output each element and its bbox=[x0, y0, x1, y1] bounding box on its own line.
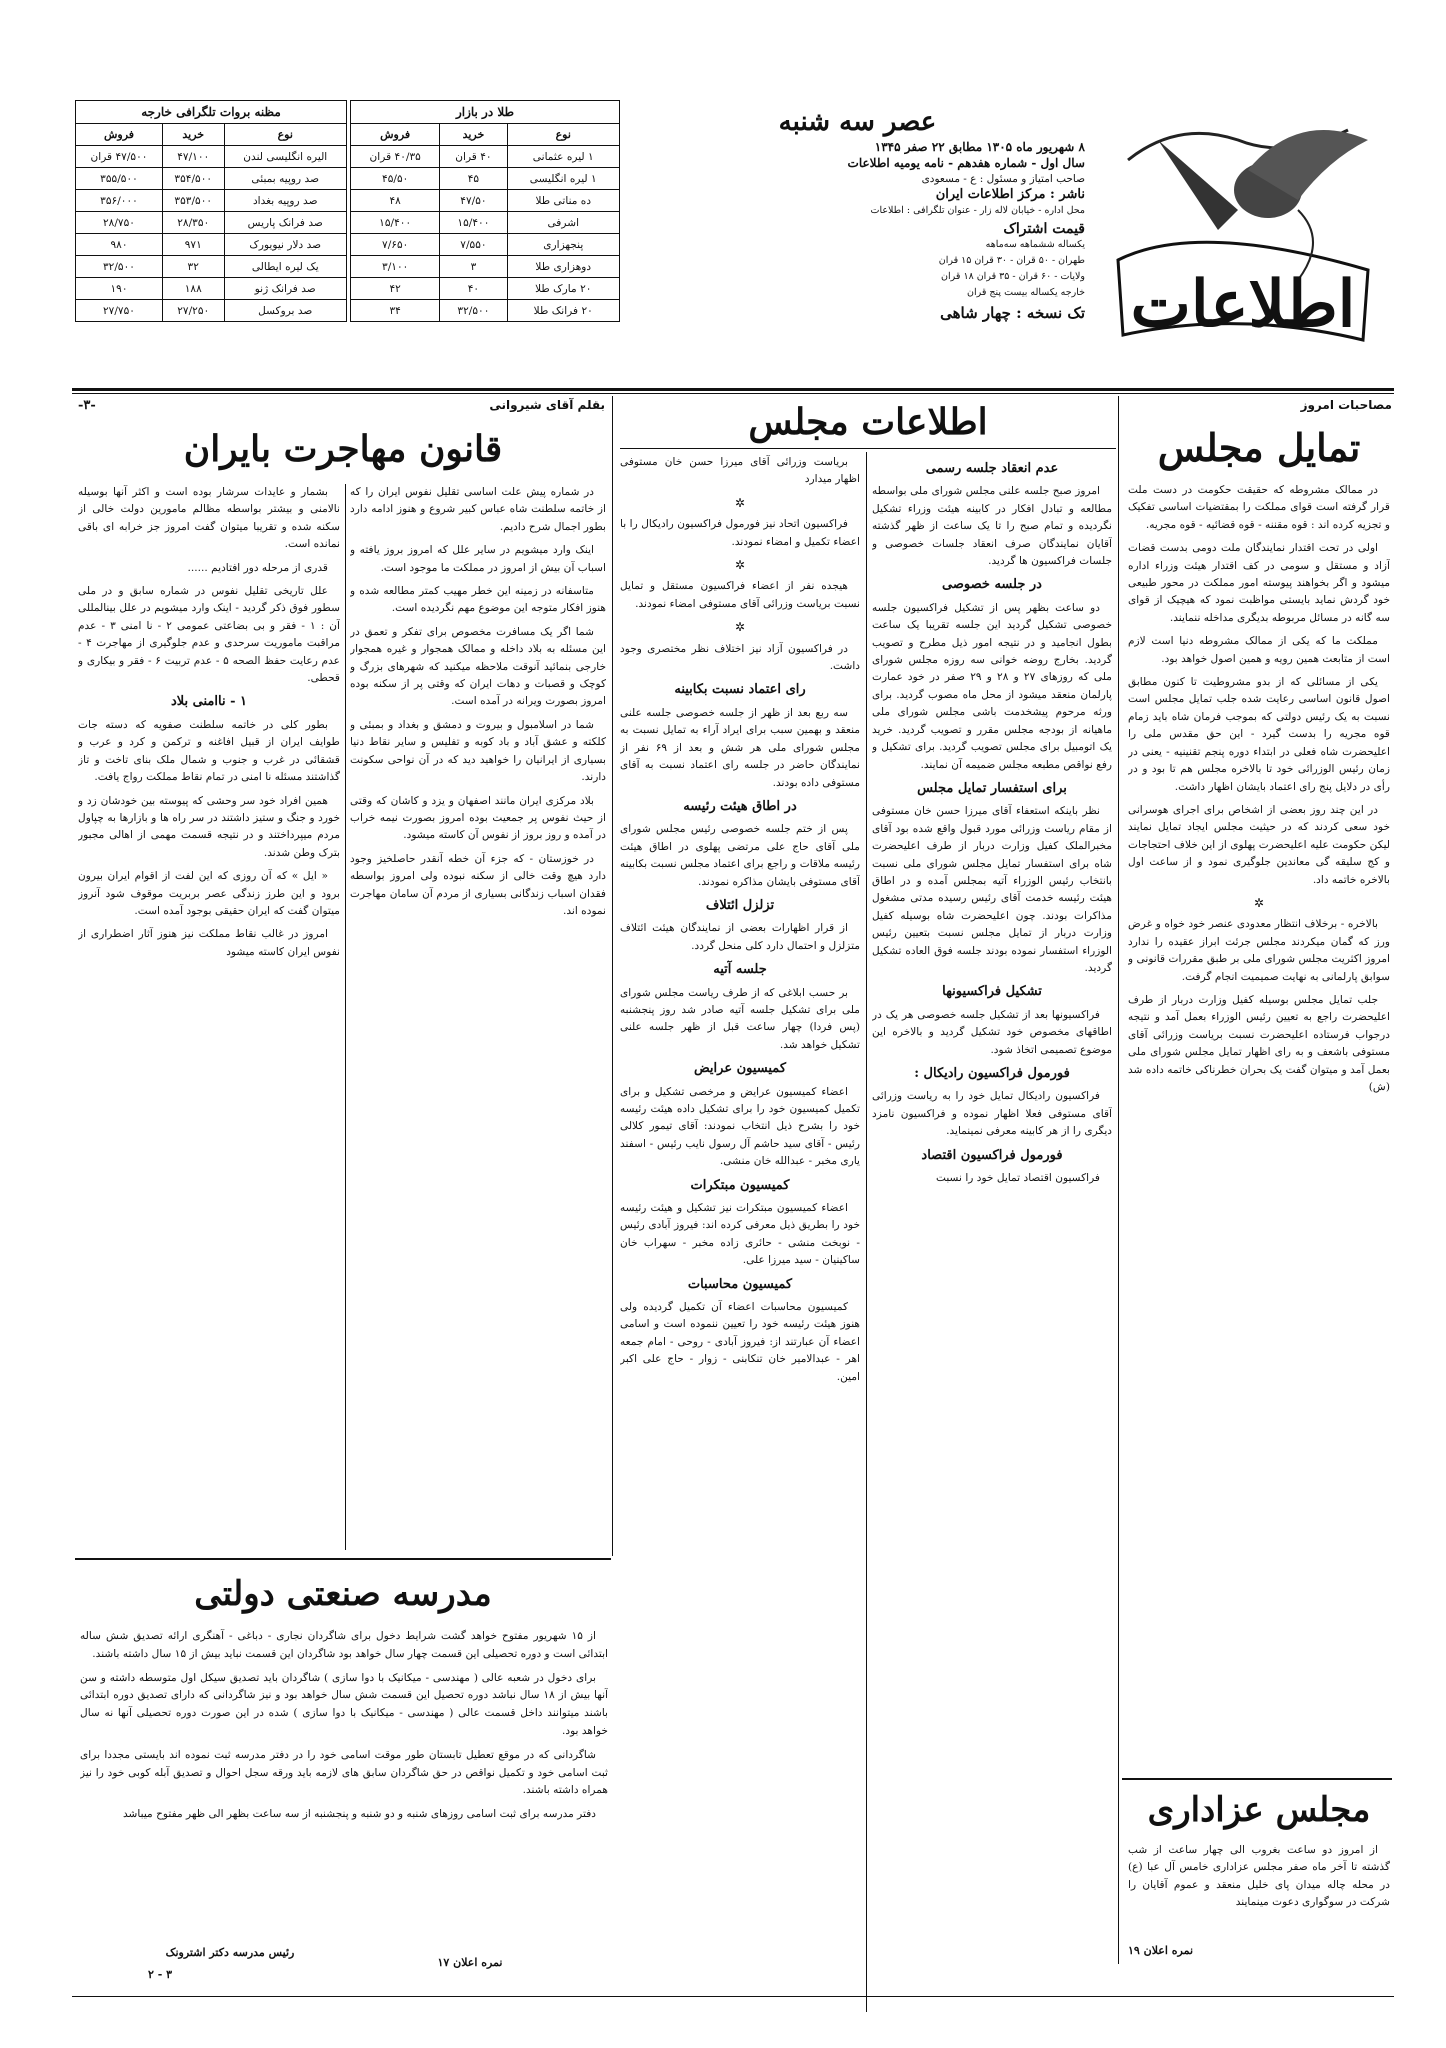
paragraph: قدری از مرحله دور افتادیم ...... bbox=[187, 561, 328, 574]
majlis-column-left bbox=[620, 454, 860, 2014]
section-heading: رای اعتماد نسبت بکابینه bbox=[674, 682, 806, 698]
paragraph: امروز در غالب نقاط مملکت نیز هنوز آثار اضطراری از نفوس ایران کاسته میشود bbox=[78, 928, 340, 958]
column-header: فروش bbox=[76, 124, 163, 146]
table-cell: ۳۵۵/۵۰۰ bbox=[76, 168, 163, 190]
table-cell: ۴۷/۵۰۰ قران bbox=[76, 146, 163, 168]
fx-table-caption: مظنه بروات تلگرافی خارجه bbox=[75, 100, 347, 123]
table-header-row bbox=[351, 124, 620, 146]
table-cell: ۴۸ bbox=[351, 190, 440, 212]
paragraph: در شماره پیش علت اساسی تقلیل نفوس ایران را که از خاتمه سلطنت شاه عباس کبیر شروع و هنوز ادامه دارد بطور اجمال شرح دادیم. bbox=[350, 486, 606, 533]
table-cell: ۱۵/۴۰۰ bbox=[440, 212, 507, 234]
masthead-title: عصر سه شنبه bbox=[778, 107, 937, 137]
section-heading: کمیسیون مبتکرات bbox=[690, 1177, 790, 1193]
paragraph: بریاست وزرائی آقای میرزا حسن خان مستوفی اظهار میدارد bbox=[620, 456, 860, 486]
table-cell: صد فرانک پاریس bbox=[224, 212, 346, 234]
paragraph: از ۱۵ شهریور مفتوح خواهد گشت شرایط دخول برای شاگردان نجاری - دباغی - آهنگری ارائه تصدیق شش ساله ابتدائی است و دوره تحصیلی این قسمت چهار سال خواهد بود شاگردان این قسمت نباید بیش از ۱۵ سال داشته باشند. bbox=[80, 1630, 608, 1660]
table-row bbox=[76, 300, 347, 322]
immigration-column-left bbox=[78, 484, 340, 1554]
paragraph: فراکسیون اتحاد نیز فورمول فراکسیون رادیکال را با اعضاء تکمیل و امضاء نمودند. bbox=[620, 518, 860, 548]
subscription-line: یکساله ششماهه سه‌ماهه bbox=[985, 239, 1085, 250]
section-heading: کمیسیون عرایض bbox=[693, 1061, 787, 1077]
table-cell: ۳۵۳/۵۰۰ bbox=[162, 190, 224, 212]
paragraph: اعضاء کمیسیون عرایض و مرخصی تشکیل و برای تکمیل کمیسیون خود را برای تشکیل داده هیئت رئیسه خود را بشرح ذیل انتخاب نمودند: آقای تیمور کلالی رئیس - آقای سید حاشم آل رسول نایب رئیس - اسفند یاری مخبر - عبدالله خان منشی. bbox=[620, 1085, 860, 1168]
section-heading: فورمول فراکسیون رادیکال : bbox=[914, 1066, 1070, 1081]
table-row bbox=[351, 212, 620, 234]
fx-table-block bbox=[75, 100, 347, 322]
paragraph: اینک وارد میشویم در سایر علل که امروز بروز یافته و اسباب آن بیش از امروز در مملکت ما موجود است. bbox=[350, 544, 606, 574]
school-notice-number: نمره اعلان ۱۷ bbox=[437, 1956, 503, 1969]
col1-divider bbox=[1122, 1778, 1392, 1780]
table-cell: ۴۵/۵۰ bbox=[351, 168, 440, 190]
table-cell: ۱ لیره عثمانی bbox=[507, 146, 619, 168]
masthead-rule bbox=[72, 388, 1394, 391]
paragraph: همین افراد خود سر وحشی که پیوسته بین خودشان زد و خورد و جنگ و ستیز داشتند در سر راه ها و بازارها به چپاول مردم میپرداختند و در نتیجه قسمت مهمی از اهالی مجبور بترک وطن شدند. bbox=[78, 794, 340, 859]
masthead-address: محل اداره - خیابان لاله زار - عنوان تلگرافی : اطلاعات bbox=[870, 205, 1085, 216]
paragraph: مملکت ما که یکی از ممالک مشروطه دنیا است لازم است از متابعت همین رویه و همین اصول خواهد بود. bbox=[1128, 635, 1390, 665]
paragraph: از قرار اظهارات بعضی از نمایندگان هیئت ائتلاف متزلزل و احتمال دارد کلی منحل گردد. bbox=[620, 922, 860, 952]
table-cell: ۷/۶۵۰ bbox=[351, 234, 440, 256]
table-cell: ۴۰/۳۵ قران bbox=[351, 146, 440, 168]
table-cell: صد بروکسل bbox=[224, 300, 346, 322]
table-cell: ۹۸۰ bbox=[76, 234, 163, 256]
section-heading: در جلسه خصوصی bbox=[942, 577, 1042, 593]
subscription-line: ولایات - ۶۰ قران - ۳۵ قران ۱۸ قران bbox=[941, 271, 1085, 282]
table-cell: یک لیره ایطالی bbox=[224, 256, 346, 278]
column-rule bbox=[612, 396, 613, 1556]
table-cell: ۱۸۸ bbox=[162, 278, 224, 300]
table-cell: الیره انگلیسی لندن bbox=[224, 146, 346, 168]
paragraph: فراکسیونها بعد از تشکیل جلسه خصوصی هر یک در اطاقهای مخصوص خود تشکیل گردید و بالاخره این موضوع تصمیمی اتخاذ شود. bbox=[872, 1008, 1112, 1056]
paragraph: فراکسیون رادیکال تمایل خود را به ریاست وزرائی آقای مستوفی فعلا اظهار نموده و فراکسیون نامزد دیگری را از هر کابینه معرفی نمینماید. bbox=[872, 1090, 1112, 1138]
col1-article bbox=[1128, 482, 1390, 1772]
paragraph: سه ربع بعد از ظهر از جلسه خصوصی جلسه علنی منعقد و بهمین سبب برای ایراد آراء به تمایل نسبت به مجلس شورای ملی هر شش و بعد از ۶۹ نفر از نمایندگان حاضر در جلسه رای اعتماد نسبت به آقای مستوفی داده بودند. bbox=[620, 706, 860, 789]
paragraph: پس از ختم جلسه خصوصی رئیس مجلس شورای ملی آقای حاج علی مرتضی پهلوی در اطاق هیئت رئیسه ملاقات و راجع برای اعتماد مجلس نسبت بکابینه آقای مستوفی بایشان مذاکره نمودند. bbox=[620, 823, 860, 888]
separator-star-icon: ✲ bbox=[734, 620, 746, 635]
table-cell: پنجهزاری bbox=[507, 234, 619, 256]
paragraph: شاگردانی که در موقع تعطیل تابستان طور موقت اسامی خود را در دفتر مدرسه ثبت نموده اند بایستی مجددا برای ثبت اسامی خود و تکمیل نواقص در حق شاگردان سابق های لازمه باید ورقه سجل احوال و تصدیق آبله کوبی خود را نیز همراه داشته باشند. bbox=[80, 1748, 608, 1797]
paragraph: برای دخول در شعبه عالی ( مهندسی - میکانیک با دوا سازی ) شاگردان باید تصدیق سیکل اول متوسطه داشته و سن آنها بیش از ۱۸ سال نباشد دوره تحصیل این قسمت شش سال خواهد بود و نیز شاگردانی که دارای تصدیق دوره ابتدائی باشند میتوانند داخل قسمت عالی ( مهندسی - میکانیک با دوا سازی ) شده در این صورت دوره تحصیلی آنها نه سال خواهد بود. bbox=[80, 1671, 608, 1737]
separator-star-icon: ✲ bbox=[734, 495, 746, 510]
paragraph: جلب تمایل مجلس بوسیله کفیل وزارت دربار از طرف اعلیحضرت راجع به تعیین رئیس الوزراء بعمل آمد و نتیجه درجواب فرستاده اعلیحضرت نسبت بریاست وزرائی آقای مستوفی باشعف و به رای اظهار تمایل مجلس شورای ملی بعمل آمد و میتوان گفت یک بحران خطرناکی خاتمه داده شد (ش) bbox=[1128, 993, 1390, 1093]
table-cell: ۲۸/۷۵۰ bbox=[76, 212, 163, 234]
school-title: مدرسه صنعتی دولتی bbox=[194, 1574, 492, 1614]
majlis-title-rule bbox=[620, 448, 1116, 449]
table-cell: ۳/۱۰۰ bbox=[351, 256, 440, 278]
page-bottom-rule bbox=[72, 1996, 1394, 1997]
section-heading: ۱ - ناامنی بلاد bbox=[170, 694, 248, 710]
gold-price-table bbox=[350, 123, 620, 322]
section-heading: عدم انعقاد جلسه رسمی bbox=[925, 461, 1059, 476]
table-cell: ۹۷۱ bbox=[162, 234, 224, 256]
masthead-owner: صاحب امتیاز و مسئول : ع - مسعودی bbox=[921, 173, 1085, 185]
masthead-date: ۸ شهریور ماه ۱۳۰۵ مطابق ۲۲ صفر ۱۳۴۵ bbox=[874, 140, 1085, 154]
gold-table-caption: طلا در بازار bbox=[350, 100, 620, 123]
paragraph: در خوزستان - که جزء آن خطه آنقدر حاصلخیز وجود دارد هیچ وقت خالی از سکنه نبوده ولی امروز بواسطه فقدان اسباب زندگانی بسیاری از مردم آن سامان مهاجرت نموده اند. bbox=[350, 852, 606, 917]
table-cell: ۳۲/۵۰۰ bbox=[440, 300, 507, 322]
table-row bbox=[351, 146, 620, 168]
paragraph: بالاخره - برخلاف انتظار معدودی عنصر خود خواه و غرض ورز که گمان میکردند مجلس جرئت ابراز عقیده را ندارد امروز اکثریت مجلس شورای ملی بر طبق مقررات قانونی و سوابق پارلمانی به نهایت صمیمیت انجام گرفت. bbox=[1128, 918, 1390, 983]
table-row bbox=[76, 256, 347, 278]
paragraph: بشمار و عایدات سرشار بوده است و اکثر آنها بوسیله نالامنی و بیشتر بواسطه مظالم مامورین دولت خالی از سکنه شده و تقریبا میتوان گفت امروز جز خرابه ای باقی نمانده است. bbox=[78, 486, 340, 551]
school-notice-body bbox=[80, 1628, 608, 1938]
article-byline: بقلم آقای شیروانی bbox=[489, 398, 605, 412]
table-cell: ۷/۵۵۰ bbox=[440, 234, 507, 256]
table-cell: ۱ لیره انگلیسی bbox=[507, 168, 619, 190]
paragraph: در فراکسیون آزاد نیز اختلاف نظر مختصری وجود داشت. bbox=[620, 642, 860, 673]
immigration-title: قانون مهاجرت بایران bbox=[183, 428, 503, 470]
table-cell: ۲۰ فرانک طلا bbox=[507, 300, 619, 322]
section-heading: کمیسیون محاسبات bbox=[687, 1276, 793, 1292]
table-cell: ۳۵۴/۵۰۰ bbox=[162, 168, 224, 190]
table-header-row bbox=[76, 124, 347, 146]
table-row bbox=[76, 212, 347, 234]
table-cell: ۴۰ قران bbox=[440, 146, 507, 168]
column-header: نوع bbox=[224, 124, 346, 146]
paragraph: بطور کلی در خاتمه سلطنت صفویه که دسته جات طوایف ایران از قبیل افاغنه و ترکمن و کرد و عرب و قشقائی در غرب و جنوب و شمال ملک بنای تاخت و تاز گذاشتند مسئله نا امنی در تمام نقاط مملکت رواج یافت. bbox=[78, 718, 340, 784]
masthead-logo-text: اطلاعات bbox=[1130, 267, 1356, 342]
separator-star-icon: ✲ bbox=[734, 558, 746, 573]
column-header: فروش bbox=[351, 124, 440, 146]
paragraph: بلاد مرکزی ایران مانند اصفهان و یزد و کاشان که وقتی از حیث نفوس پر جمعیت بوده امروز بصورت نیمه خراب در آمده و روز بروز از نفوس آن کاسته میشود. bbox=[350, 794, 606, 842]
column-header: خرید bbox=[440, 124, 507, 146]
table-cell: ۱۵/۴۰۰ bbox=[351, 212, 440, 234]
paragraph: اعضاء کمیسیون مبتکرات نیز تشکیل و هیئت رئیسه خود را بطریق ذیل معرفی کرده اند: فیروز آبادی رئیس - نوبخت منشی - حائری زاده مخبر - سهراب خان ساکینیان - سید میرزا علی. bbox=[620, 1202, 860, 1267]
table-cell: ۴۲ bbox=[351, 278, 440, 300]
table-cell: ۲۰ مارک طلا bbox=[507, 278, 619, 300]
column-header: نوع bbox=[507, 124, 619, 146]
table-cell: دوهزاری طلا bbox=[507, 256, 619, 278]
section-heading: تزلزل ائتلاف bbox=[705, 897, 775, 913]
table-cell: ۲۸/۳۵۰ bbox=[162, 212, 224, 234]
table-cell: صد فرانک ژنو bbox=[224, 278, 346, 300]
table-row bbox=[351, 300, 620, 322]
table-cell: ۴۰ bbox=[440, 278, 507, 300]
paragraph: از امروز دو ساعت بغروب الی چهار ساعت از شب گذشته تا آخر ماه صفر مجلس عزاداری خامس آل عبا (ع) در محله چاله میدان پای خلیل منعقد و عموم آقایان را شرکت در سوگواری دعوت مینمایند bbox=[1128, 1844, 1390, 1909]
masthead-info bbox=[630, 105, 1085, 390]
school-top-rule bbox=[75, 1558, 611, 1560]
masthead-publisher: ناشر : مرکز اطلاعات ایران bbox=[935, 187, 1085, 202]
table-cell: ۳ bbox=[440, 256, 507, 278]
table-cell: ۳۵۶/۰۰۰ bbox=[76, 190, 163, 212]
table-row bbox=[76, 190, 347, 212]
table-cell: صد روپیه بغداد bbox=[224, 190, 346, 212]
table-row bbox=[351, 234, 620, 256]
table-cell: صد روپیه بمبئی bbox=[224, 168, 346, 190]
majlis-column-right bbox=[872, 454, 1112, 2014]
school-mark: ۳ - ۲ bbox=[147, 1968, 173, 1981]
school-signature: رئیس مدرسه دکتر اشترونک bbox=[165, 1946, 295, 1959]
paragraph: در ممالک مشروطه که حقیقت حکومت در دست ملت قرار گرفته است قوای مملکت را بمقتضیات اساسی تفکیک و تجزیه کرده اند : قوه مقننه - قوه قضائیه - قوه مجریه. bbox=[1128, 484, 1390, 531]
paragraph: یکی از مسائلی که از بدو مشروطیت تا کنون مطابق اصول قانون اساسی رعایت شده جلب تمایل مجلس است نسبت به یک رئیس دولتی که بموجب فرمان شاه باید زمام قوه مجریه را بدست گیرد - این حق مقدس ملی را اعلیحضرت شاه فعلی در ابتداء دوره پنجم تقنینیه - یعنی در زمان رئیس الوزرائی خود تا بالاخره مجلس هم تا بود و در رأی در دلایل پنج رای اعتماد بایشان اظهار داشت. bbox=[1128, 676, 1390, 793]
paragraph: بر حسب ابلاغی که از طرف ریاست مجلس شورای ملی برای تشکیل جلسه آتیه صادر شد روز پنجشنبه (پس فردا) چهار ساعت قبل از ظهر جلسه علنی تشکیل خواهد شد. bbox=[620, 986, 860, 1051]
column-header: خرید bbox=[162, 124, 224, 146]
paragraph: در این چند روز بعضی از اشخاص برای اجرای هوسرانی خود سعی کردند که در حیثیت مجلس ایجاد تمایل نمایند لیکن حکومت علیه اعلیحضرت پهلوی از این خلاف احتجاجات و کج سلیقه گی معاندین جلوگیری نمود و از ساعت اول بالاخره خاتمه داد. bbox=[1128, 803, 1390, 886]
table-cell: ۲۷/۷۵۰ bbox=[76, 300, 163, 322]
table-row bbox=[76, 146, 347, 168]
table-cell: ۳۴ bbox=[351, 300, 440, 322]
table-cell: ده مناتی طلا bbox=[507, 190, 619, 212]
paragraph: فراکسیون اقتصاد تمایل خود را نسبت bbox=[935, 1172, 1100, 1185]
paragraph: شما در اسلامبول و بیروت و دمشق و بغداد و بمبئی و کلکته و عشق آباد و باد کوبه و تفلیس و سایر نقاط دنیا بسیاری از ایرانیان را خواهید دید که در آن نواحی سکونت دارند. bbox=[350, 718, 606, 784]
masthead-logo bbox=[1098, 100, 1390, 390]
section-heading: برای استفسار تمایل مجلس bbox=[917, 780, 1067, 796]
col1-kicker: مصاحبات امروز bbox=[1300, 398, 1392, 412]
majlis-inner-rule bbox=[866, 452, 867, 2012]
section-heading: فورمول فراکسیون اقتصاد bbox=[921, 1147, 1063, 1163]
masthead-issue: سال اول - شماره هفدهم - نامه یومیه اطلاعات bbox=[847, 156, 1085, 170]
mourning-title: مجلس عزاداری bbox=[1147, 1790, 1371, 1830]
paragraph: نظر باینکه استعفاء آقای میرزا حسن خان مستوفی از مقام ریاست وزرائی مورد قبول واقع شده بود آقای مخبرالملک کفیل وزارت دربار از طرف اعلیحضرت شاه برای استفسار تمایل مجلس شورای ملی نسبت بانتخاب رئیس الوزراء آتیه بمجلس آمده و در اطاق هیئت رئیسه خدمت آقای رئیس رسیده مدتی مشغول مذاکرات بودند. چون اعلیحضرت شاه بوسیله کفیل وزارت دربار از تمایل مجلس نسبت بتعیین رئیس الوزراء استفسار نموده بودند جلسه فوق العاده تشکیل گردید. bbox=[872, 805, 1112, 974]
table-row bbox=[76, 278, 347, 300]
masthead-rule-thin bbox=[72, 393, 1394, 394]
paragraph: هیجده نفر از اعضاء فراکسیون مستقل و تمایل نسبت بریاست وزرائی آقای مستوفی امضاء نمودند. bbox=[620, 580, 860, 610]
section-heading: جلسه آتیه bbox=[713, 962, 767, 978]
paragraph: کمیسیون محاسبات اعضاء آن تکمیل گردیده ولی هنوز هیئت رئیسه خود را تعیین ننموده است و اسامی اعضاء آن عبارتند از: فیروز آبادی - روحی - امام جمعه اهر - عبدالامیر خان تنکابنی - زوار - حاج علی اکبر امین. bbox=[620, 1301, 860, 1383]
paragraph: متاسفانه در زمینه این خطر مهیب کمتر مطالعه شده و هنوز افکار متوجه این موضوع مهم نگردیده است. bbox=[350, 585, 606, 615]
paragraph: شما اگر یک مسافرت مخصوص برای تفکر و تعمق در این مسئله به بلاد داخله و ممالک همجوار و غیره همجوار خارجی بنمائید آنوقت ملاحظه میکنید که شهرهای بزرگ و کوچک و قصبات و دهات ایران که وقتی پر از سکنه بوده امروز بصورت ویرانه در آمده است. bbox=[350, 625, 606, 708]
section-heading: تشکیل فراکسیونها bbox=[942, 984, 1042, 1000]
paragraph: اولی در تحت اقتدار نمایندگان ملت دومی بدست قضات آزاد و مستقل و سومی در کف اقتدار هیئت وزراء اداره میشود و اگر بخواهند پیوسته امور مملکت در محور طبیعی خود گردش نماید بایستی مواظبت نمود که هیچیک از قوای سه گانه در مسائل مربوطه بدیگری مداخله ننمایند. bbox=[1128, 542, 1390, 624]
paragraph: دفتر مدرسه برای ثبت اسامی روزهای شنبه و دو شنبه و پنجشنبه از سه ساعت بظهر الی ظهر مفتوح میباشد bbox=[122, 1808, 596, 1821]
table-cell: ۴۷/۱۰۰ bbox=[162, 146, 224, 168]
herald-angel-icon bbox=[1098, 100, 1390, 390]
table-row bbox=[351, 168, 620, 190]
immigration-inner-rule bbox=[345, 484, 346, 1550]
paragraph: امروز صبح جلسه علنی مجلس شورای ملی بواسطه مطالعه و تبادل افکار در کابینه هیئت وزراء تشکیل نگردیده و تمام صبح را تا یک ساعت از ظهر گذشته آقایان نمایندگان صرف انعقاد جلسات خصوصی و جلسات فراکسیون ها گردید. bbox=[872, 485, 1112, 568]
page-number: -۳- bbox=[78, 398, 96, 413]
mourning-notice-number: نمره اعلان ۱۹ bbox=[1128, 1944, 1194, 1957]
mourning-notice-text bbox=[1128, 1842, 1390, 1942]
subscription-line: خارجه یکساله بیست پنج قران bbox=[966, 287, 1085, 298]
table-cell: ۱۹۰ bbox=[76, 278, 163, 300]
table-cell: اشرفی bbox=[507, 212, 619, 234]
paragraph: « ایل » که آن روزی که این لفت از اقوام ایران بیرون برود و این طرز زندگی عصر بربریت موقوف شود آنروز میتوان گفت که ایران حقیقی بوجود آمده است. bbox=[78, 870, 340, 917]
table-cell: ۳۲/۵۰۰ bbox=[76, 256, 163, 278]
subscription-title: قیمت اشتراک bbox=[1003, 221, 1085, 237]
table-row bbox=[351, 278, 620, 300]
paragraph: دو ساعت بظهر پس از تشکیل فراکسیون جلسه خصوصی تشکیل گردید این جلسه تقریبا یک ساعت بطول انجامید و در نتیجه امور ذیل مطرح و تصویب گردید. بخارج روضه خوانی سه روزه مجلس شورای ملی که روزهای ۲۷ و ۲۸ و ۲۹ صفر در خود عمارت پارلمان منعقد میشود از محل ماه مصوب گردید. برای ورثه مرحوم پیشخدمت باشی مجلس شورای ملی ماهیانه از بودجه مجلس مقرر و تصویب گردید. خرید یک اتومبیل برای مجلس تصویب گردید. برای تشکیل و رفع نواقص مطبعه مجلس ضمیمه آن نمایند. bbox=[872, 601, 1112, 771]
table-cell: ۴۵ bbox=[440, 168, 507, 190]
gold-table-block bbox=[350, 100, 620, 322]
table-row bbox=[351, 256, 620, 278]
majlis-title: اطلاعات مجلس bbox=[748, 401, 988, 443]
subscription-line: طهران - ۵۰ قران - ۳۰ قران ۱۵ قران bbox=[938, 255, 1085, 266]
table-row bbox=[351, 190, 620, 212]
paragraph: علل تاریخی تقلیل نفوس در شماره سابق و در ملی سطور فوق ذکر گردید - اینک وارد میشویم در علل بینالمللی آن : ۱ - فقر و بی بضاعتی عمومی ۲ - نا امنی ۳ - عدم مراقبت ماموریت سرحدی و عدم جلوگیری از مهاجرت ۴ - عدم رعایت حفظ الصحه ۵ - عدم تربیت ۶ - فقر و بیکاری و قحطی. bbox=[78, 585, 340, 685]
section-heading: در اطاق هیئت رئیسه bbox=[683, 798, 797, 814]
table-cell: صد دلار نیویورک bbox=[224, 234, 346, 256]
single-copy-price: تک نسخه : چهار شاهی bbox=[940, 304, 1085, 322]
immigration-column-right bbox=[350, 484, 606, 1554]
table-cell: ۳۲ bbox=[162, 256, 224, 278]
fx-rate-table bbox=[75, 123, 347, 322]
table-cell: ۲۷/۲۵۰ bbox=[162, 300, 224, 322]
table-row bbox=[76, 234, 347, 256]
column-rule bbox=[1118, 396, 1119, 1964]
table-cell: ۴۷/۵۰ bbox=[440, 190, 507, 212]
col1-title: تمایل مجلس bbox=[1157, 425, 1361, 470]
table-row bbox=[76, 168, 347, 190]
separator-star-icon: ✲ bbox=[1253, 895, 1265, 910]
